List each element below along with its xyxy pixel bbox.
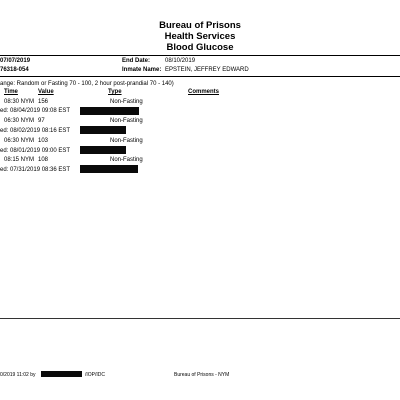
entry-type: Non-Fasting	[110, 138, 143, 144]
header-title-line2: Health Services	[164, 31, 236, 42]
entry-time: 06:30 NYM	[4, 118, 35, 124]
entry-reviewed: ed: 08/02/2019 08:16 EST	[0, 128, 71, 134]
entry-value: 156	[38, 99, 49, 105]
end-date-label: End Date:	[122, 58, 151, 64]
redaction-bar	[41, 371, 82, 377]
footer-generated-suffix: /IOP/IDC	[85, 372, 106, 378]
header-divider	[0, 55, 400, 56]
header-title-line3: Blood Glucose	[166, 42, 234, 53]
entry-type: Non-Fasting	[110, 118, 143, 124]
column-header-time: Time	[4, 89, 18, 95]
footer-generated-prefix: 0/2019 11:02 by	[0, 372, 36, 378]
redaction-bar	[80, 165, 138, 173]
header-title-line1: Bureau of Prisons	[159, 20, 241, 31]
redaction-bar	[80, 126, 126, 134]
entry-reviewed: ed: 07/31/2019 08:36 EST	[0, 167, 71, 173]
footer-divider	[0, 318, 400, 319]
entry-type: Non-Fasting	[110, 157, 143, 163]
entry-time: 06:30 NYM	[4, 138, 35, 144]
redaction-bar	[80, 146, 126, 154]
entry-value: 108	[38, 157, 49, 163]
reference-range: ange: Random or Fasting 70 - 100, 2 hour post-prandial 70 - 140)	[0, 81, 174, 87]
entry-time: 08:30 NYM	[4, 99, 35, 105]
entry-reviewed: ed: 08/01/2019 09:00 EST	[0, 148, 71, 154]
column-header-type: Type	[108, 89, 122, 95]
entry-type: Non-Fasting	[110, 99, 143, 105]
entry-value: 97	[38, 118, 45, 124]
info-divider	[0, 76, 400, 77]
inmate-name-value: EPSTEIN, JEFFREY EDWARD	[165, 67, 249, 73]
entry-value: 103	[38, 138, 49, 144]
entry-time: 08:15 NYM	[4, 157, 35, 163]
column-header-comments: Comments	[188, 89, 220, 95]
inmate-name-label: Inmate Name:	[122, 67, 162, 73]
footer-center-text: Bureau of Prisons - NYM	[174, 372, 230, 378]
entry-reviewed: ed: 08/04/2019 09:08 EST	[0, 108, 71, 114]
begin-date: 07/07/2019	[0, 58, 31, 64]
column-header-value: Value	[38, 89, 54, 95]
end-date-value: 08/10/2019	[165, 58, 196, 64]
redaction-bar	[80, 107, 139, 115]
register-number: 76318-054	[0, 67, 29, 73]
